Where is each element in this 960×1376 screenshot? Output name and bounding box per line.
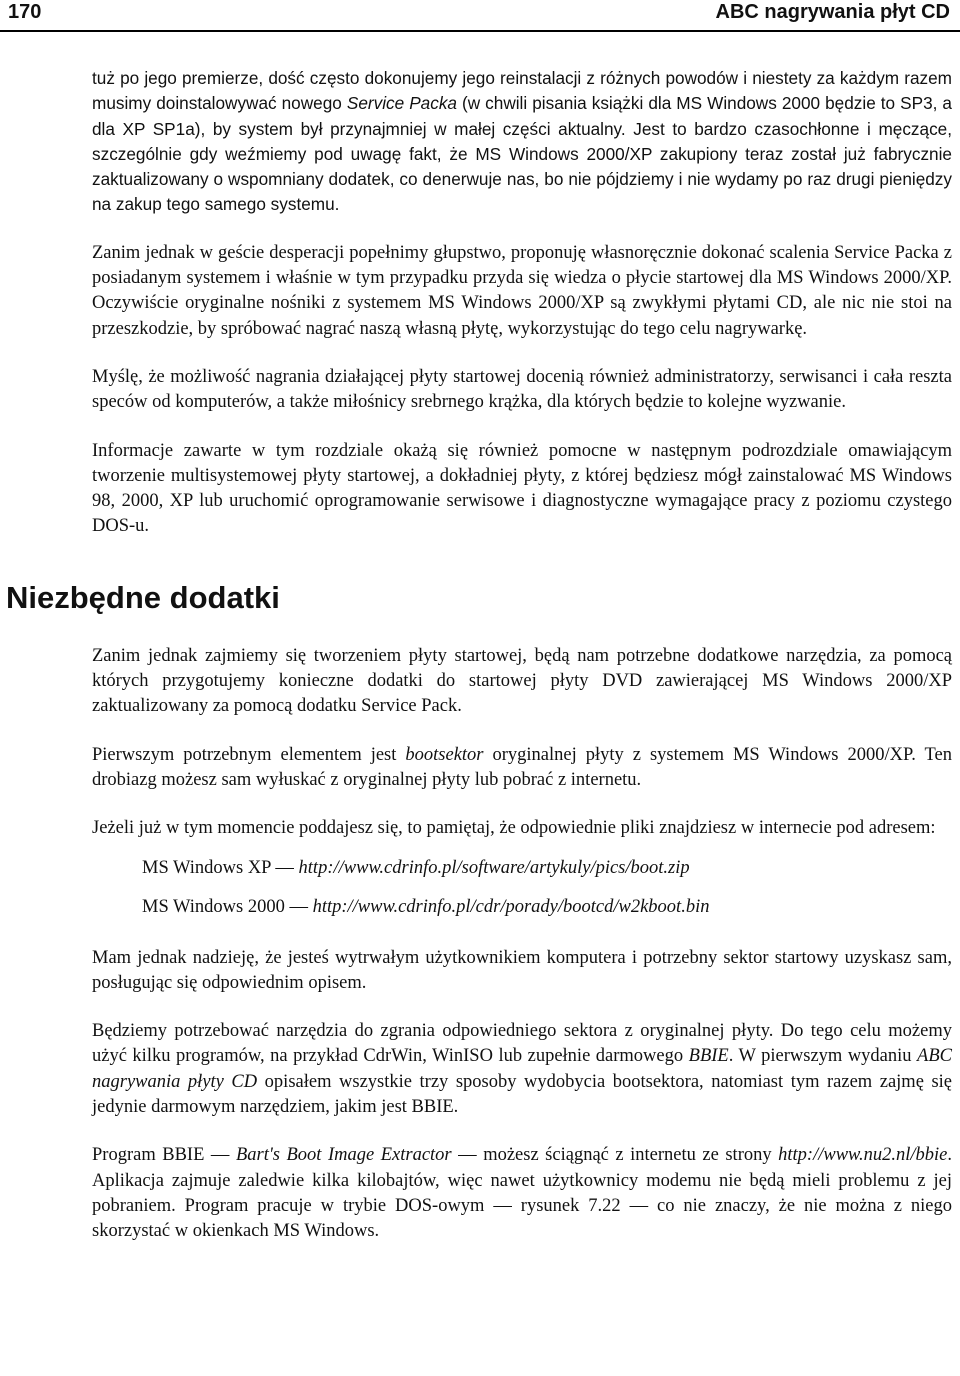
paragraph-tools-needed: Zanim jednak zajmiemy się tworzeniem płyty startowej, będą nam potrzebne dodatkowe narzędzia, za pomocą których przygotujemy konieczne dodatki do startowej płyty DVD zawierającej MS Windows 2000/XP zaktualizowany za pomocą dodatku Service Pack. bbox=[92, 645, 952, 717]
italic-term: Bart's Boot Image Extractor bbox=[235, 1145, 452, 1166]
italic-term: BBIE bbox=[688, 1046, 729, 1067]
url-label: MS Windows XP — bbox=[142, 857, 299, 878]
paragraph-text: tuż po jego premierze, dość często dokonujemy jego reinstalacji z różnych powodów i niestety za każdym razem musimy doinstalowywać nowego bbox=[92, 68, 952, 114]
url-link-2000[interactable]: http://www.cdrinfo.pl/cdr/porady/bootcd/w2kboot.bin bbox=[312, 896, 710, 917]
paragraph-bootsektor bbox=[92, 743, 952, 794]
page-number: 170 bbox=[8, 1, 42, 23]
paragraph-admins: Myślę, że możliwość nagrania działającej płyty startowej docenią również administratorzy, serwisanci i cała reszta speców od komputerów, a także miłośnicy srebrnego krążka, dla których będzie to kolejne wyzwanie. bbox=[92, 366, 952, 413]
italic-book-title: ABC nagrywania płyty CD bbox=[92, 1046, 952, 1092]
section-heading: Niezbędne dodatki bbox=[6, 579, 280, 615]
paragraph-intro bbox=[92, 66, 952, 218]
paragraph-text: (w chwili pisania książki dla MS Windows 2000 będzie to SP3, a dla XP SP1a), by system był przynajmniej w małej części aktualny. Jest to bardzo czasochłonne i męczące, szczególnie gdy weźmiemy pod uwagę fakt, że MS Windows 2000/XP zakupiony teraz został już fabrycznie zaktualizowany o wspomniany dodatek, co denerwuje nas, bo nie pójdziemy i nie wydamy po raz drugi pieniędzy na zakup tego samego systemu. bbox=[92, 93, 952, 215]
paragraph-persistent-user: Mam jednak nadzieję, że jesteś wytrwałym użytkownikiem komputera i potrzebny sektor startowy uzyskasz sam, posługując się odpowiednim opisem. bbox=[92, 947, 952, 993]
page-body bbox=[6, 66, 953, 1268]
url-label: MS Windows 2000 — bbox=[142, 896, 313, 917]
page-header bbox=[0, 0, 960, 32]
paragraph-text: Będziemy potrzebować narzędzia do zgrania odpowiedniego sektora z oryginalnej płyty. Do tego celu możemy użyć kilku programów, na przykład CdrWin, WinISO lub zupełnie darmowego bbox=[92, 1021, 952, 1067]
paragraph-text: . W pierwszym wydaniu bbox=[728, 1046, 918, 1067]
paragraph-internet-addresses: Jeżeli już w tym momencie poddajesz się, to pamiętaj, że odpowiednie pliki znajdziesz w internecie pod adresem: bbox=[92, 818, 936, 839]
italic-term: bootsektor bbox=[405, 744, 484, 765]
paragraph-tools-list bbox=[92, 1019, 952, 1120]
paragraph-text: — możesz ściągnąć z internetu ze strony bbox=[451, 1145, 779, 1166]
running-title: ABC nagrywania płyt CD bbox=[715, 1, 950, 23]
url-line-2000 bbox=[142, 895, 952, 920]
url-link-xp[interactable]: http://www.cdrinfo.pl/software/artykuly/pics/boot.zip bbox=[298, 857, 690, 878]
paragraph-chapter-info: Informacje zawarte w tym rozdziale okażą się również pomocne w następnym podrozdziale omawiającym tworzenie multisystemowej płyty startowej, a dokładniej płyty, z której będziesz mógł zainstalować MS Windows 98, 2000, XP lub uruchomić oprogramowanie serwisowe i diagnostyczne wymagające pracy z poziomu czystego DOS-u. bbox=[92, 440, 952, 537]
paragraph-bbie-program bbox=[92, 1143, 952, 1244]
paragraph-text: opisałem wszystkie trzy sposoby wydobycia bootsektora, natomiast tym razem zajmę się jedynie darmowym narzędziem, jakim jest BBIE. bbox=[92, 1071, 952, 1118]
italic-term: Service Packa bbox=[346, 93, 457, 114]
paragraph-desperation: Zanim jednak w geście desperacji popełnimy głupstwo, proponuję własnoręcznie dokonać scalenia Service Packa z posiadanym systemem i właśnie w tym przypadku przyda się wiedza o płycie startowej dla MS Windows 2000/XP. Oczywiście oryginalne nośniki z systemem MS Windows 2000/XP są zwykłymi płytami CD, ale nic nie stoi na przeszkodzie, by spróbować nagrać naszą własną płytę, wykorzystując do tego celu nagrywarkę. bbox=[92, 242, 952, 339]
paragraph-text: . Aplikacja zajmuje zaledwie kilka kilobajtów, więc nawet użytkownicy modemu nie będą mieli problemu z jej pobraniem. Program pracuje w trybie DOS-owym — rysunek 7.22 — co nie znaczy, że nie można z niego skorzystać w okienkach MS Windows. bbox=[92, 1145, 953, 1242]
url-link-bbie[interactable]: http://www.nu2.nl/bbie bbox=[778, 1145, 948, 1166]
paragraph-text: Pierwszym potrzebnym elementem jest bbox=[92, 744, 406, 765]
url-line-xp bbox=[142, 856, 952, 881]
paragraph-text: oryginalnej płyty z systemem MS Windows 2000/XP. Ten drobiazg możesz sam wyłuskać z oryginalnej płyty lub pobrać z internetu. bbox=[92, 744, 952, 790]
paragraph-text: Program BBIE — bbox=[92, 1145, 236, 1166]
